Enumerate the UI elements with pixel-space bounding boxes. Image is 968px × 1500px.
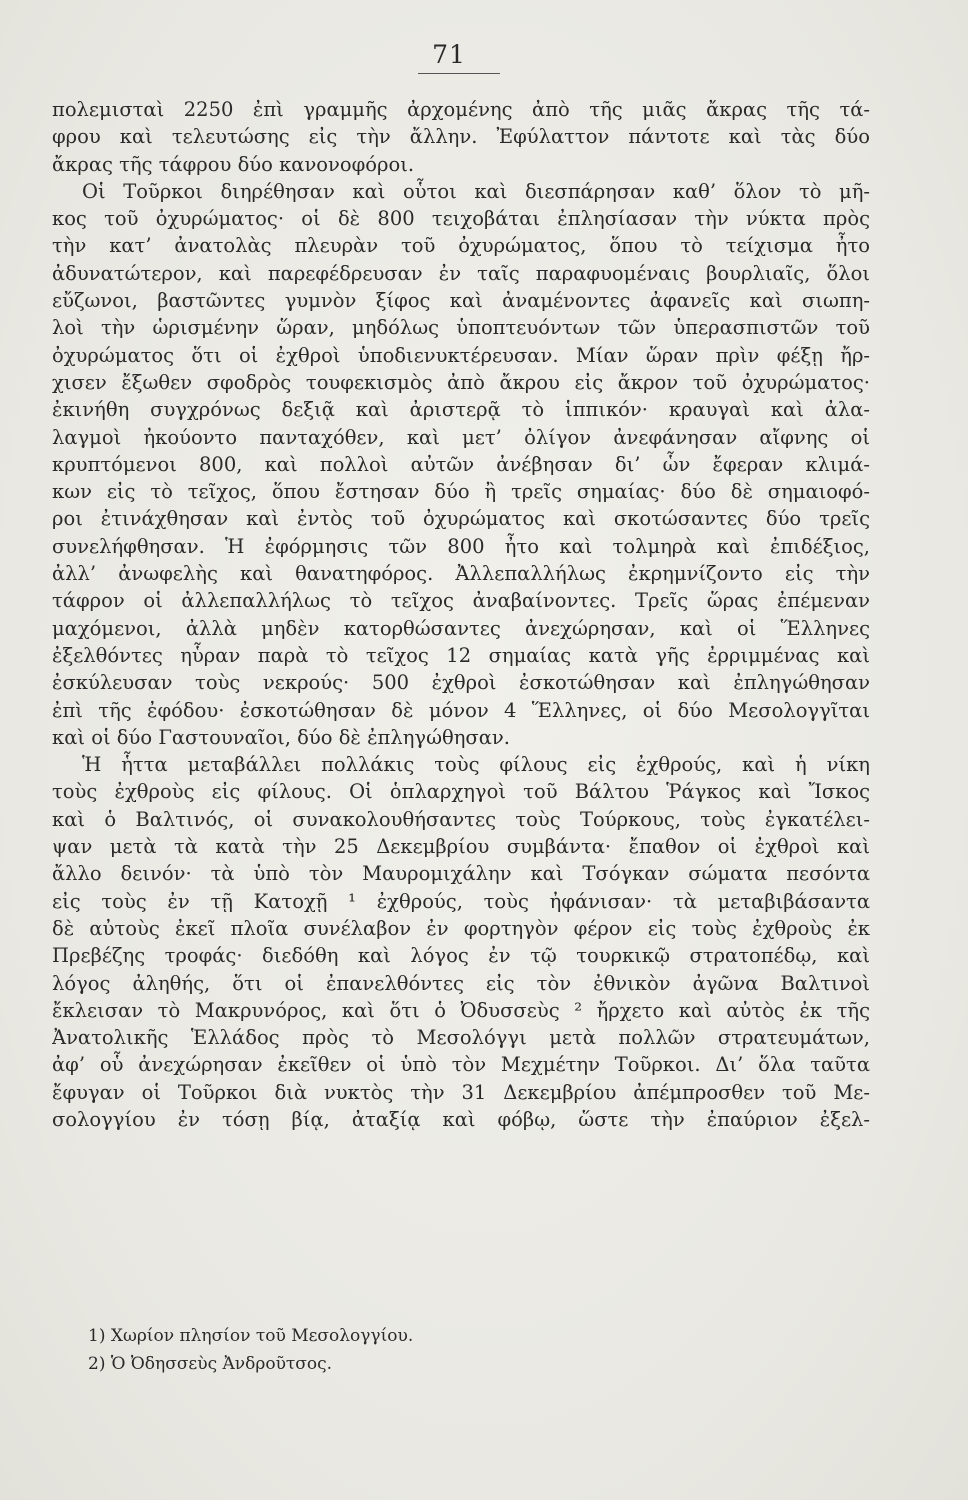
- text-line: ἀλλ’ ἀνωφελὴς καὶ θανατηφόρος. Ἀλλεπαλλήλως ἐκρημνίζοντο εἰς τὴν: [52, 562, 870, 586]
- text-line: καὶ ὁ Βαλτινός, οἱ συνακολουθήσαντες τοὺς Τούρκους, τοὺς ἐγκατέλει-: [52, 807, 870, 831]
- text-line: τοὺς ἐχθροὺς εἰς φίλους. Οἱ ὁπλαρχηγοὶ τοῦ Βάλτου Ῥάγκος καὶ Ἴσκος: [52, 780, 870, 804]
- text-line: Ἀνατολικῆς Ἑλλάδος πρὸς τὸ Μεσολόγγι μετὰ πολλῶν στρατευμάτων,: [52, 1026, 870, 1050]
- text-line: ἔφυγαν οἱ Τοῦρκοι διὰ νυκτὸς τὴν 31 Δεκεμβρίου ἀπέμπροσθεν τοῦ Με-: [52, 1080, 870, 1104]
- text-line: ἐξελθόντες ηὗραν παρὰ τὸ τεῖχος 12 σημαίας κατὰ γῆς ἐρριμμένας καὶ: [52, 643, 870, 667]
- text-line: σολογγίου ἐν τόσῃ βίᾳ, ἀταξίᾳ καὶ φόβῳ, ὥστε τὴν ἐπαύριον ἐξελ-: [52, 1107, 870, 1131]
- text-line: ἄλλο δεινόν· τὰ ὑπὸ τὸν Μαυρομιχάλην καὶ Τσόγκαν σώματα πεσόντα: [52, 862, 870, 886]
- text-line: λοὶ τὴν ὡρισμένην ὥραν, μηδόλως ὑποπτευόντων τῶν ὑπερασπιστῶν τοῦ: [52, 316, 870, 340]
- footnote: 2) Ὁ Ὀδησσεὺς Ἀνδροῦτσος.: [88, 1354, 333, 1374]
- text-line: χισεν ἔξωθεν σφοδρὸς τουφεκισμὸς ἀπὸ ἄκρου εἰς ἄκρον τοῦ ὀχυρώματος·: [52, 370, 870, 394]
- text-line: ἐκινήθη συγχρόνως δεξιᾷ καὶ ἀριστερᾷ τὸ ἱππικόν· κραυγαὶ καὶ ἀλα-: [52, 398, 870, 422]
- text-line: φρου καὶ τελευτώσης εἰς τὴν ἄλλην. Ἐφύλαττον πάντοτε καὶ τὰς δύο: [52, 125, 870, 149]
- footnote: 1) Χωρίον πλησίον τοῦ Μεσολογγίου.: [88, 1326, 414, 1346]
- text-line: μαχόμενοι, ἀλλὰ μηδὲν κατορθώσαντες ἀνεχώρησαν, καὶ οἱ Ἕλληνες: [52, 616, 870, 640]
- text-line: ἔκλεισαν τὸ Μακρυνόρος, καὶ ὅτι ὁ Ὀδυσσεὺς ² ἤρχετο καὶ αὐτὸς ἐκ τῆς: [52, 998, 870, 1022]
- text-line: καὶ οἱ δύο Γαστουναῖοι, δύο δὲ ἐπληγώθησαν.: [52, 725, 510, 749]
- text-line: εἰς τοὺς ἐν τῇ Κατοχῇ ¹ ἐχθρούς, τοὺς ἠφάνισαν· τὰ μεταβιβάσαντα: [52, 889, 870, 913]
- text-line: Ἡ ἧττα μεταβάλλει πολλάκις τοὺς φίλους εἰς ἐχθρούς, καὶ ἡ νίκη: [82, 753, 870, 777]
- footnotes: [88, 1322, 788, 1378]
- text-line: κρυπτόμενοι 800, καὶ πολλοὶ αὐτῶν ἀνέβησαν δι’ ὧν ἔφεραν κλιμά-: [52, 452, 870, 476]
- header-rule: [418, 73, 500, 74]
- text-line: ἄκρας τῆς τάφρου δύο κανονοφόροι.: [52, 152, 415, 176]
- text-line: εὔζωνοι, βαστῶντες γυμνὸν ξίφος καὶ ἀναμένοντες ἀφανεῖς καὶ σιωπη-: [52, 289, 870, 313]
- text-line: Οἱ Τοῦρκοι διηρέθησαν καὶ οὗτοι καὶ διεσπάρησαν καθ’ ὅλον τὸ μῆ-: [82, 179, 870, 203]
- text-line: ἐπὶ τῆς ἐφόδου· ἐσκοτώθησαν δὲ μόνον 4 Ἕλληνες, οἱ δύο Μεσολογγῖται: [52, 698, 870, 722]
- text-line: ἐσκύλευσαν τοὺς νεκρούς· 500 ἐχθροὶ ἐσκοτώθησαν καὶ ἐπληγώθησαν: [52, 671, 870, 695]
- text-line: ὀχυρώματος ὅτι οἱ ἐχθροὶ ὑποδιενυκτέρευσαν. Μίαν ὥραν πρὶν φέξῃ ἤρ-: [52, 343, 870, 367]
- text-line: λόγος ἀληθής, ὅτι οἱ ἐπανελθόντες εἰς τὸν ἐθνικὸν ἀγῶνα Βαλτινοὶ: [52, 971, 870, 995]
- text-line: τὴν κατ’ ἀνατολὰς πλευρὰν τοῦ ὀχυρώματος, ὅπου τὸ τείχισμα ἦτο: [52, 234, 870, 258]
- text-line: κος τοῦ ὀχυρώματος· οἱ δὲ 800 τειχοβάται ἐπλησίασαν τὴν νύκτα πρὸς: [52, 207, 870, 231]
- text-line: πολεμισταὶ 2250 ἐπὶ γραμμῆς ἀρχομένης ἀπὸ τῆς μιᾶς ἄκρας τῆς τά-: [52, 98, 870, 121]
- text-line: συνελήφθησαν. Ἡ ἐφόρμησις τῶν 800 ἦτο καὶ τολμηρὰ καὶ ἐπιδέξιος,: [52, 534, 870, 558]
- text-line: κων εἰς τὸ τεῖχος, ὅπου ἔστησαν δύο ἢ τρεῖς σημαίας· δύο δὲ σημαιοφό-: [52, 480, 870, 504]
- text-line: ροι ἐτινάχθησαν καὶ ἐντὸς τοῦ ὀχυρώματος καὶ σκοτώσαντες δύο τρεῖς: [52, 507, 870, 531]
- text-line: Πρεβέζης τροφάς· διεδόθη καὶ λόγος ἐν τῷ τουρκικῷ στρατοπέδῳ, καὶ: [52, 944, 870, 968]
- text-line: δὲ αὐτοὺς ἐκεῖ πλοῖα συνέλαβον ἐν φορτηγὸν φέρον εἰς τοὺς ἐχθροὺς ἐκ: [52, 916, 870, 940]
- text-line: ἀφ’ οὗ ἀνεχώρησαν ἐκεῖθεν οἱ ὑπὸ τὸν Μεχμέτην Τοῦρκοι. Δι’ ὅλα ταῦτα: [52, 1053, 870, 1077]
- text-line: ψαν μετὰ τὰ κατὰ τὴν 25 Δεκεμβρίου συμβάντα· ἔπαθον οἱ ἐχθροὶ καὶ: [52, 835, 870, 859]
- page-number: 71: [432, 40, 466, 69]
- text-line: τάφρον οἱ ἀλλεπαλλήλως τὸ τεῖχος ἀναβαίνοντες. Τρεῖς ὥρας ἐπέμεναν: [52, 589, 870, 613]
- text-line: ἀδυνατώτερον, καὶ παρεφέδρευσαν ἐν ταῖς παραφυομέναις βουρλιαῖς, ὅλοι: [52, 261, 870, 285]
- body-text: [52, 96, 870, 1133]
- text-line: λαγμοὶ ἠκούοντο πανταχόθεν, καὶ μετ’ ὀλίγον ἀνεφάνησαν αἴφνης οἱ: [52, 425, 870, 449]
